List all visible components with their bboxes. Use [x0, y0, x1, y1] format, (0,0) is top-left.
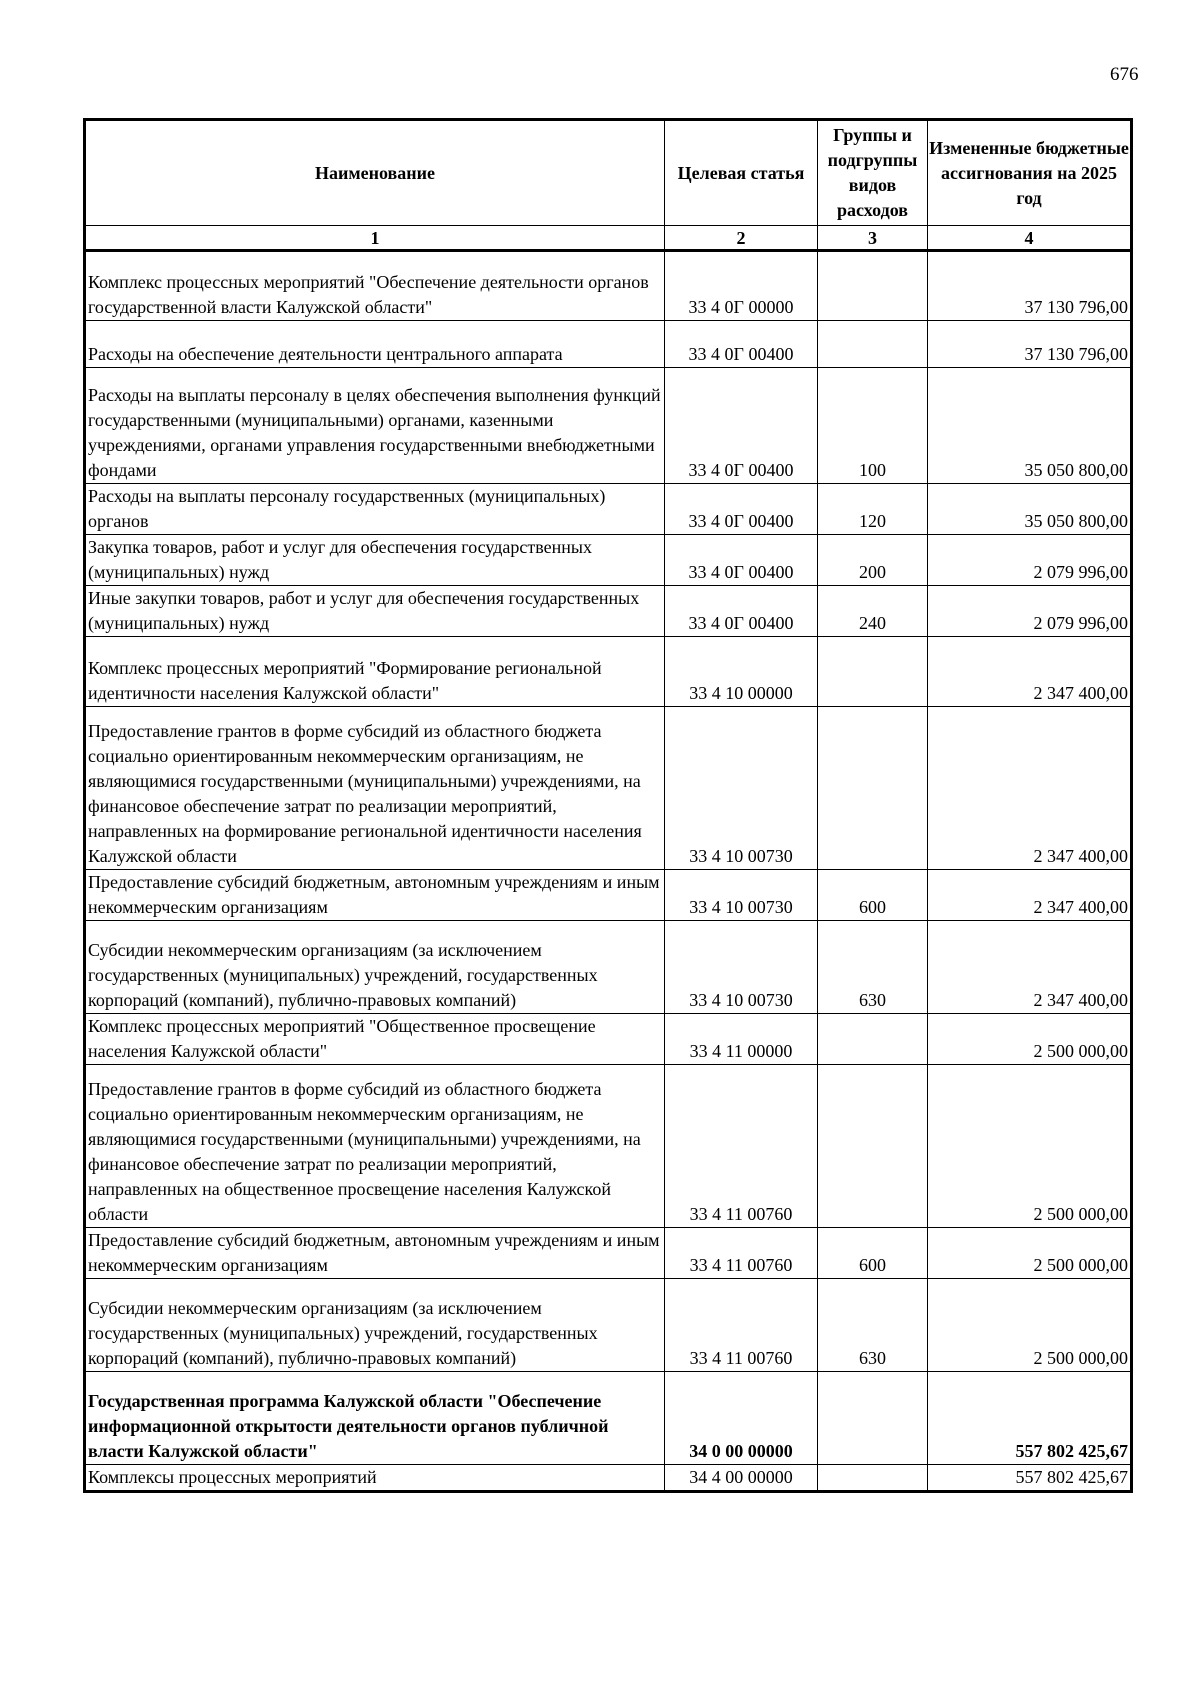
row-target-article-cell: 33 4 10 00730: [665, 870, 818, 921]
row-expense-group-cell: [818, 707, 928, 870]
row-target-article-cell: 33 4 0Г 00000: [665, 251, 818, 321]
table-row: [85, 321, 1132, 368]
header-name: Наименование: [85, 120, 665, 226]
row-target-article-cell: 34 0 00 00000: [665, 1372, 818, 1465]
row-expense-group-cell: 630: [818, 921, 928, 1014]
table-row: [85, 707, 1132, 870]
row-target-article-cell: 33 4 11 00760: [665, 1279, 818, 1372]
budget-table: [83, 118, 1133, 1493]
table-row: [85, 1279, 1132, 1372]
table-row: [85, 535, 1132, 586]
table-body: [85, 251, 1132, 1492]
row-target-article-cell: 34 4 00 00000: [665, 1465, 818, 1492]
row-expense-group-cell: [818, 1372, 928, 1465]
column-number-row: [85, 226, 1132, 251]
table-row: [85, 484, 1132, 535]
row-name-cell: Предоставление грантов в форме субсидий из областного бюджета социально ориентированным некоммерческим организациям, не являющимися государственными (муниципальными) учреждениями, на финансовое обеспечение затрат по реализации мероприятий, направленных на формирование региональной идентичности населения Калужской области: [85, 707, 665, 870]
row-name-cell: Расходы на выплаты персоналу государственных (муниципальных) органов: [85, 484, 665, 535]
row-name-cell: Комплексы процессных мероприятий: [85, 1465, 665, 1492]
table-row: [85, 921, 1132, 1014]
header-target-article: Целевая статья: [665, 120, 818, 226]
row-name-cell: Расходы на выплаты персоналу в целях обеспечения выполнения функций государственными (муниципальными) органами, казенными учреждениями, органами управления государственными внебюджетными фондами: [85, 368, 665, 484]
row-target-article-cell: 33 4 10 00730: [665, 707, 818, 870]
row-amount-cell: 2 347 400,00: [928, 707, 1132, 870]
header-row: [85, 120, 1132, 226]
column-number: 4: [928, 226, 1132, 251]
table-row: [85, 1228, 1132, 1279]
row-target-article-cell: 33 4 10 00730: [665, 921, 818, 1014]
row-name-cell: Предоставление субсидий бюджетным, автономным учреждениям и иным некоммерческим организациям: [85, 870, 665, 921]
row-target-article-cell: 33 4 0Г 00400: [665, 368, 818, 484]
table-row: [85, 368, 1132, 484]
row-name-cell: Субсидии некоммерческим организациям (за исключением государственных (муниципальных) учреждений, государственных корпораций (компаний), публично-правовых компаний): [85, 921, 665, 1014]
row-amount-cell: 2 500 000,00: [928, 1065, 1132, 1228]
row-expense-group-cell: 240: [818, 586, 928, 637]
row-target-article-cell: 33 4 11 00000: [665, 1014, 818, 1065]
table-row: [85, 251, 1132, 321]
row-amount-cell: 35 050 800,00: [928, 368, 1132, 484]
row-expense-group-cell: 100: [818, 368, 928, 484]
table-row: [85, 586, 1132, 637]
row-target-article-cell: 33 4 0Г 00400: [665, 321, 818, 368]
row-amount-cell: 557 802 425,67: [928, 1372, 1132, 1465]
column-number: 3: [818, 226, 928, 251]
row-amount-cell: 2 079 996,00: [928, 535, 1132, 586]
row-amount-cell: 35 050 800,00: [928, 484, 1132, 535]
row-expense-group-cell: [818, 1465, 928, 1492]
row-expense-group-cell: [818, 637, 928, 707]
row-expense-group-cell: [818, 321, 928, 368]
table-row: [85, 1014, 1132, 1065]
table-row: [85, 1065, 1132, 1228]
row-name-cell: Субсидии некоммерческим организациям (за исключением государственных (муниципальных) учреждений, государственных корпораций (компаний), публично-правовых компаний): [85, 1279, 665, 1372]
row-name-cell: Комплекс процессных мероприятий "Формирование региональной идентичности населения Калужской области": [85, 637, 665, 707]
row-amount-cell: 2 347 400,00: [928, 637, 1132, 707]
row-expense-group-cell: 120: [818, 484, 928, 535]
row-amount-cell: 557 802 425,67: [928, 1465, 1132, 1492]
row-name-cell: Предоставление грантов в форме субсидий из областного бюджета социально ориентированным некоммерческим организациям, не являющимися государственными (муниципальными) учреждениями, на финансовое обеспечение затрат по реализации мероприятий, направленных на общественное просвещение населения Калужской области: [85, 1065, 665, 1228]
row-name-cell: Комплекс процессных мероприятий "Общественное просвещение населения Калужской области": [85, 1014, 665, 1065]
column-number: 2: [665, 226, 818, 251]
row-amount-cell: 2 347 400,00: [928, 921, 1132, 1014]
row-name-cell: Государственная программа Калужской области "Обеспечение информационной открытости деятельности органов публичной власти Калужской области": [85, 1372, 665, 1465]
row-expense-group-cell: 630: [818, 1279, 928, 1372]
row-target-article-cell: 33 4 10 00000: [665, 637, 818, 707]
column-number: 1: [85, 226, 665, 251]
row-expense-group-cell: 600: [818, 1228, 928, 1279]
table-row: [85, 637, 1132, 707]
row-amount-cell: 2 347 400,00: [928, 870, 1132, 921]
table-row: [85, 1372, 1132, 1465]
row-expense-group-cell: [818, 1065, 928, 1228]
row-target-article-cell: 33 4 11 00760: [665, 1228, 818, 1279]
table-row: [85, 870, 1132, 921]
page-number: 676: [1110, 64, 1139, 85]
row-name-cell: Расходы на обеспечение деятельности центрального аппарата: [85, 321, 665, 368]
header-expense-groups: Группы и подгруппы видов расходов: [818, 120, 928, 226]
row-target-article-cell: 33 4 11 00760: [665, 1065, 818, 1228]
row-amount-cell: 2 500 000,00: [928, 1228, 1132, 1279]
row-expense-group-cell: [818, 251, 928, 321]
row-target-article-cell: 33 4 0Г 00400: [665, 586, 818, 637]
table-row: [85, 1465, 1132, 1492]
row-amount-cell: 2 500 000,00: [928, 1014, 1132, 1065]
row-target-article-cell: 33 4 0Г 00400: [665, 484, 818, 535]
row-name-cell: Предоставление субсидий бюджетным, автономным учреждениям и иным некоммерческим организациям: [85, 1228, 665, 1279]
row-name-cell: Комплекс процессных мероприятий "Обеспечение деятельности органов государственной власти Калужской области": [85, 251, 665, 321]
row-amount-cell: 37 130 796,00: [928, 321, 1132, 368]
row-expense-group-cell: 600: [818, 870, 928, 921]
row-name-cell: Закупка товаров, работ и услуг для обеспечения государственных (муниципальных) нужд: [85, 535, 665, 586]
row-amount-cell: 2 079 996,00: [928, 586, 1132, 637]
row-name-cell: Иные закупки товаров, работ и услуг для обеспечения государственных (муниципальных) нужд: [85, 586, 665, 637]
row-amount-cell: 37 130 796,00: [928, 251, 1132, 321]
row-expense-group-cell: [818, 1014, 928, 1065]
row-amount-cell: 2 500 000,00: [928, 1279, 1132, 1372]
row-target-article-cell: 33 4 0Г 00400: [665, 535, 818, 586]
header-amended-allocations: Измененные бюджетные ассигнования на 2025 год: [928, 120, 1132, 226]
row-expense-group-cell: 200: [818, 535, 928, 586]
